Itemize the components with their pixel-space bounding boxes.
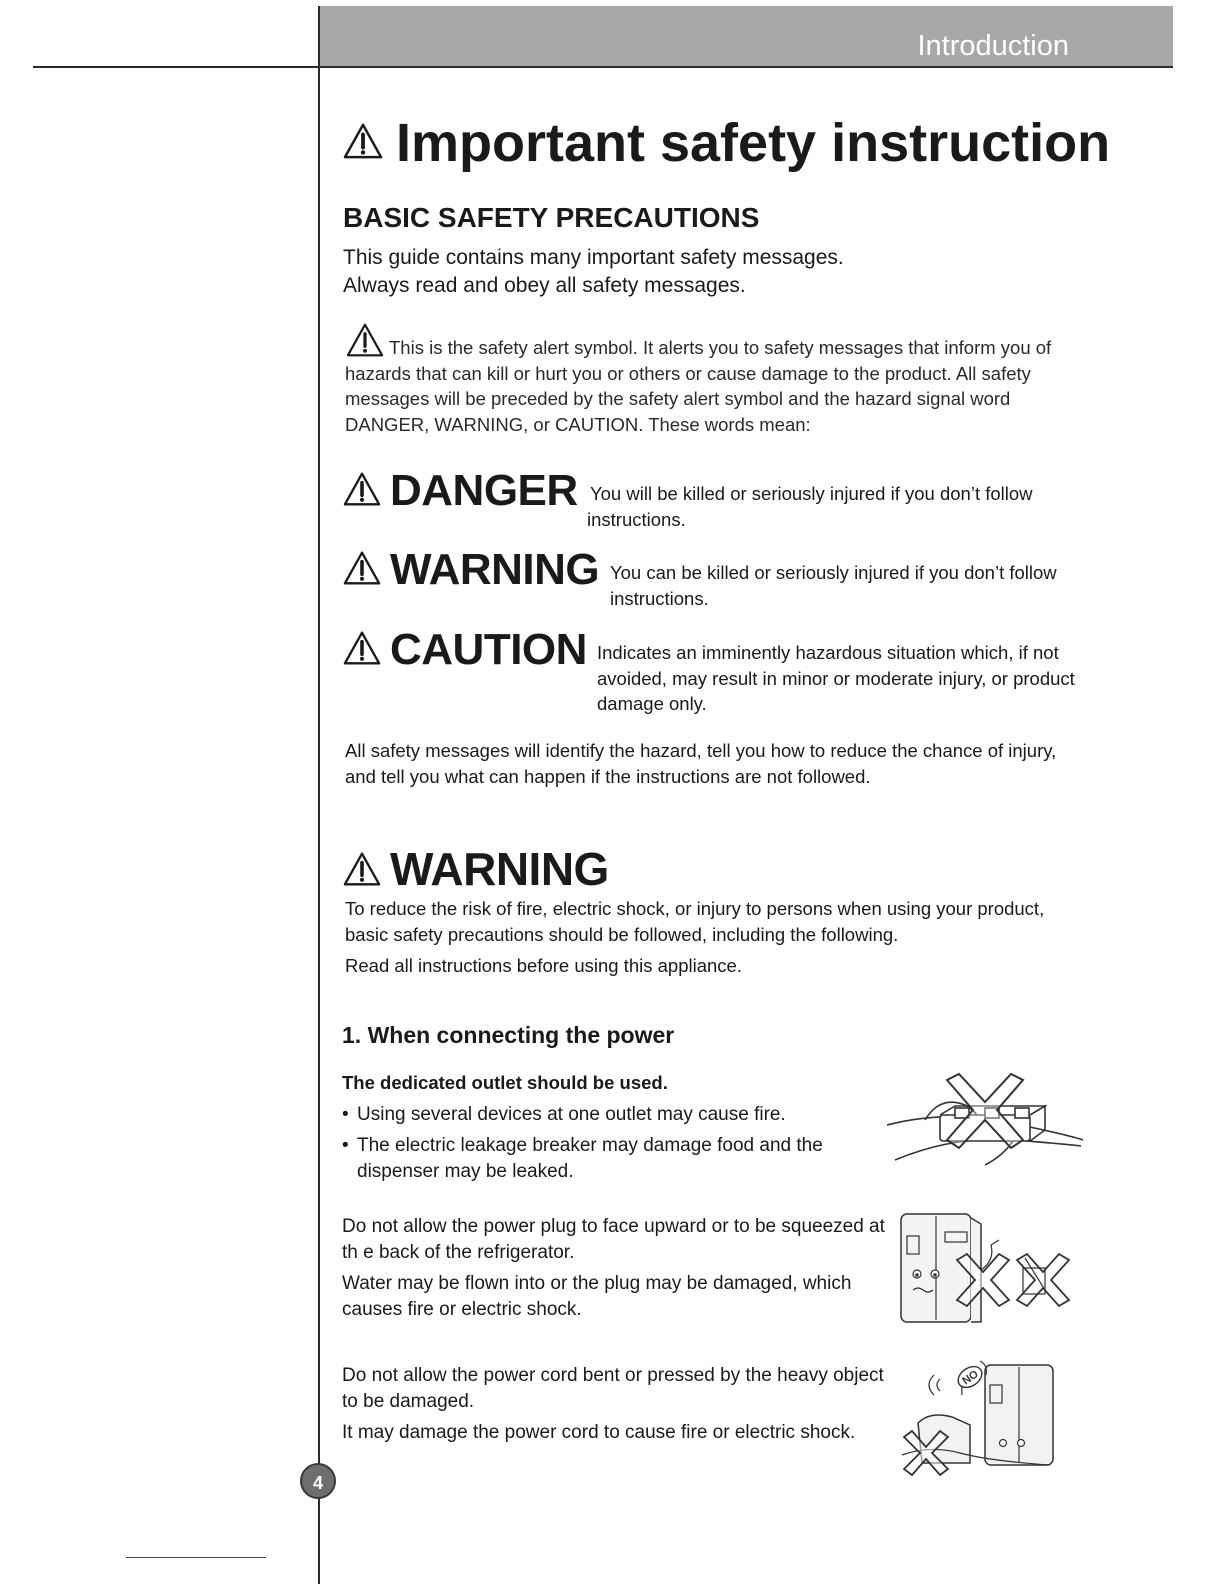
read-instructions-line: Read all instructions before using this appliance. bbox=[345, 955, 742, 976]
warning-signal bbox=[342, 545, 599, 595]
intro-paragraph bbox=[343, 244, 844, 300]
fridge-plug-illustration bbox=[895, 1210, 1075, 1328]
footer-link-line bbox=[126, 1557, 266, 1558]
warning-word: WARNING bbox=[390, 545, 600, 594]
caution-description: Indicates an imminently hazardous situation which, if not avoided, may result in minor or moderate injury, or product damage only. bbox=[597, 642, 1075, 714]
margin-rule bbox=[318, 6, 320, 1584]
warning-triangle-icon bbox=[342, 550, 382, 586]
intro-line: This guide contains many important safety messages. bbox=[343, 246, 844, 269]
intro-line: Always read and obey all safety messages. bbox=[343, 274, 746, 297]
no-label: NO bbox=[960, 1368, 981, 1388]
safety-alert-icon bbox=[345, 322, 385, 358]
danger-word: DANGER bbox=[390, 466, 578, 515]
warning-triangle-icon bbox=[342, 630, 382, 666]
danger-description: You will be killed or seriously injured if you don’t follow instructions. bbox=[587, 483, 1033, 530]
list-item: • Using several devices at one outlet may cause fire. bbox=[342, 1102, 862, 1128]
plug-direction-text: Do not allow the power plug to face upward or to be squeezed at th e back of the refrigerator. bbox=[342, 1216, 885, 1263]
list-item: • The electric leakage breaker may damage food and the dispenser may be leaked. bbox=[342, 1133, 862, 1185]
dedicated-outlet-line: The dedicated outlet should be used. bbox=[342, 1072, 668, 1093]
plug-direction-consequence: Water may be flown into or the plug may be damaged, which causes fire or electric shock. bbox=[342, 1273, 852, 1320]
safety-alert-text: This is the safety alert symbol. It alerts you to safety messages that inform you of hazards that can kill or hurt you or others or cause damage to the product. All safety messages will be preceded by the safety alert symbol and the hazard signal word DANGER, WARNING, or CAUTION. These words mean: bbox=[345, 337, 1052, 435]
prohibited-x-icon bbox=[957, 1254, 1069, 1306]
page-title-text: Important safety instruction bbox=[396, 113, 1111, 173]
warning-triangle-icon bbox=[342, 122, 384, 160]
outlet-bullets bbox=[342, 1102, 862, 1190]
power-cord-illustration bbox=[900, 1355, 1060, 1480]
page-number-badge: 4 bbox=[300, 1463, 336, 1499]
header-section-title: Introduction bbox=[917, 30, 1069, 62]
section-subheading: BASIC SAFETY PRECAUTIONS bbox=[343, 202, 760, 233]
warning-triangle-icon bbox=[342, 851, 382, 887]
warning-triangle-icon bbox=[342, 471, 382, 507]
power-cord-text: Do not allow the power cord bent or pressed by the heavy object to be damaged. bbox=[342, 1365, 884, 1412]
power-cord-consequence: It may damage the power cord to cause fire or electric shock. bbox=[342, 1422, 856, 1443]
page-title bbox=[342, 112, 1110, 174]
all-messages-paragraph: All safety messages will identify the hazard, tell you how to reduce the chance of injury, and tell you what can happen if the instructions are not followed. bbox=[345, 740, 1057, 787]
plug-direction-block bbox=[342, 1214, 887, 1323]
caution-word: CAUTION bbox=[390, 625, 587, 674]
warning-description: You can be killed or seriously injured if you don’t follow instructions. bbox=[610, 562, 1057, 609]
danger-signal bbox=[342, 466, 578, 516]
safety-alert-paragraph bbox=[345, 322, 1085, 437]
power-cord-block bbox=[342, 1363, 887, 1446]
warning-paragraph: To reduce the risk of fire, electric shock, or injury to persons when using your product, basic safety precautions should be followed, including the following. bbox=[345, 898, 1045, 945]
warning-heading-text: WARNING bbox=[390, 843, 609, 895]
section-title: 1. When connecting the power bbox=[342, 1022, 675, 1048]
warning-heading bbox=[342, 842, 609, 896]
caution-signal bbox=[342, 625, 587, 675]
header-bar bbox=[320, 6, 1173, 66]
header-rule bbox=[33, 66, 1173, 68]
multi-outlet-illustration bbox=[885, 1070, 1085, 1170]
